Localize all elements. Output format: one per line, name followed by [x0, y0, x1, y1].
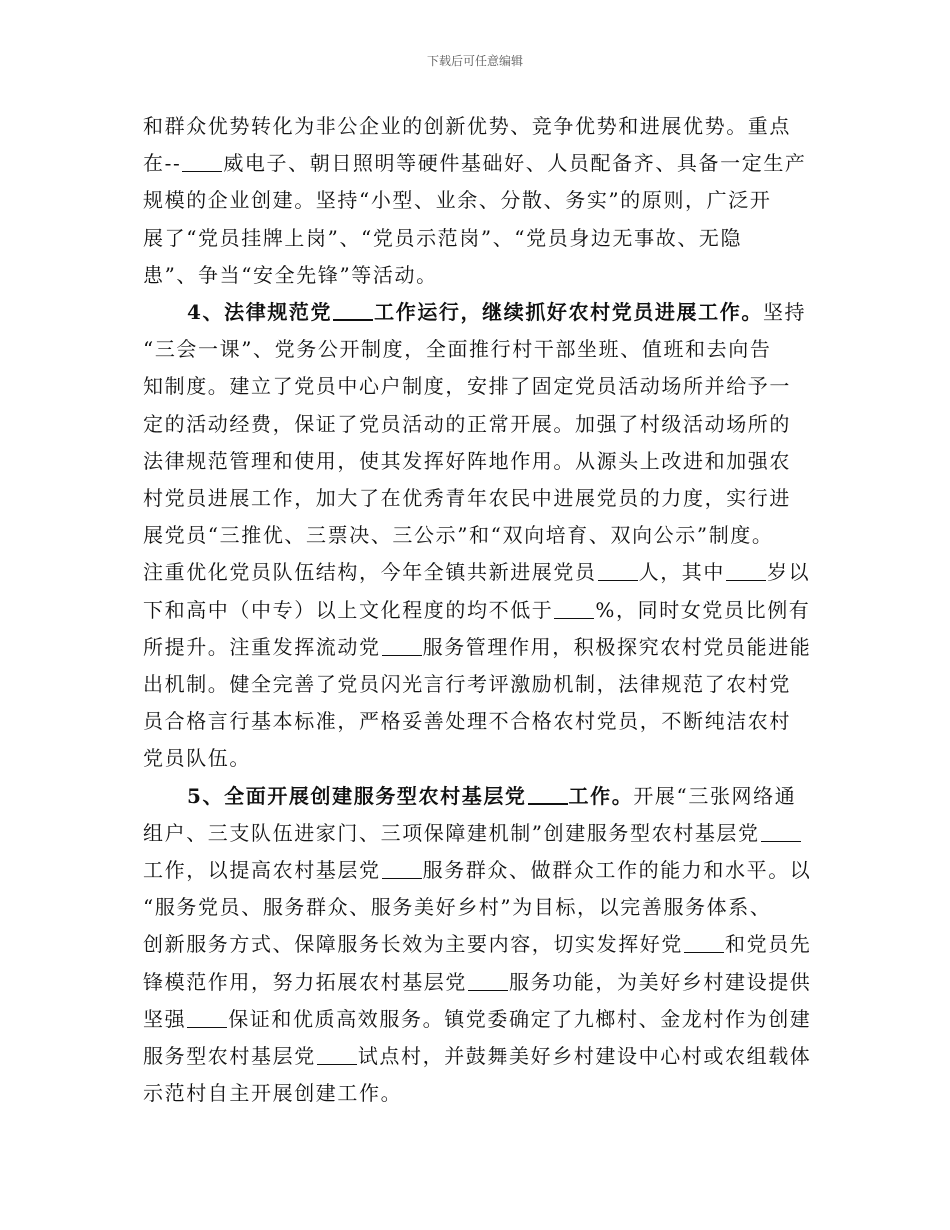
paragraph: [143, 108, 823, 294]
text-line: [143, 220, 823, 257]
paragraph-text: 服务型农村基层党: [143, 1044, 316, 1069]
text-line: [143, 778, 823, 815]
paragraph-text: 知制度。建立了党员中心户制度，安排了固定党员活动场所并给予一: [143, 374, 791, 399]
text-line: [143, 443, 823, 480]
paragraph-heading-text: 4、法律规范党: [187, 300, 333, 325]
paragraph-text: 示范村自主开展创建工作。: [143, 1081, 403, 1106]
text-line: [143, 257, 823, 294]
page-header: 下载后可任意编辑: [426, 54, 523, 68]
paragraph-text: 岁以: [767, 560, 811, 585]
text-line: [143, 406, 823, 443]
blank-underline: [761, 821, 801, 842]
text-line: [143, 145, 823, 182]
blank-underline: [468, 970, 508, 991]
paragraph-text: 在--: [143, 151, 182, 176]
text-line: [143, 294, 823, 331]
blank-underline: [382, 858, 422, 879]
paragraph-text: 服务功能，为美好乡村建设提供: [509, 969, 812, 994]
blank-underline: [187, 1007, 227, 1028]
text-line: [143, 1001, 823, 1038]
text-line: [143, 108, 823, 145]
blank-underline: [554, 598, 594, 619]
paragraph-heading-text: 工作运行，继续抓好农村党员进展工作。: [374, 300, 763, 325]
blank-underline: [726, 560, 766, 581]
paragraph-text: 所提升。注重发挥流动党: [143, 634, 381, 659]
paragraph-text: 坚持: [762, 300, 807, 325]
paragraph-text: 威电子、朝日照明等硬件基础好、人员配备齐、具备一定生产: [223, 151, 807, 176]
paragraph-text: 下和高中（中专）以上文化程度的均不低于: [143, 597, 554, 622]
paragraph-text: 党员队伍。: [143, 746, 251, 771]
text-line: [143, 926, 823, 963]
text-line: [143, 815, 823, 852]
paragraph-text: 服务管理作用，积极探究农村党员能进能: [422, 634, 812, 659]
text-line: [143, 1038, 823, 1075]
paragraph-heading: [187, 300, 763, 324]
blank-underline: [182, 151, 222, 172]
paragraph-text: 村党员进展工作，加大了在优秀青年农民中进展党员的力度，实行进: [143, 486, 791, 511]
paragraph-text: 和党员先: [725, 932, 812, 957]
paragraph-text: “三会一课”、党务公开制度，全面推行村干部坐班、值班和去向告: [143, 337, 772, 362]
paragraph-text: 患”、争当“安全先锋”等活动。: [143, 262, 438, 287]
text-line: [143, 331, 823, 368]
text-line: [143, 517, 823, 554]
text-line: [143, 480, 823, 517]
blank-underline: [317, 1044, 357, 1065]
paragraph-text: 法律规范管理和使用，使其发挥好阵地作用。从源头上改进和加强农: [143, 448, 791, 473]
text-line: [143, 554, 823, 591]
paragraph: [143, 778, 823, 1113]
paragraph-text: 和群众优势转化为非公企业的创新优势、竞争优势和进展优势。重点: [143, 114, 791, 138]
text-line: [143, 740, 823, 777]
paragraph-heading: [187, 784, 633, 808]
blank-underline: [684, 932, 724, 953]
text-line: [143, 889, 823, 926]
paragraph-heading-text: 工作。: [568, 783, 634, 808]
paragraph-text: 服务群众、做群众工作的能力和水平。以: [422, 858, 812, 883]
paragraph-text: %，同时女党员比例有: [595, 597, 811, 622]
paragraph-text: “服务党员、服务群众、服务美好乡村”为目标，以完善服务体系、: [143, 895, 772, 920]
paragraph-text: 坚强: [143, 1006, 187, 1031]
text-line: [143, 666, 823, 703]
paragraph-text: 展党员“三推优、三票决、三公示”和“双向培育、双向公示”制度。: [143, 523, 774, 548]
paragraph-text: 保证和优质高效服务。镇党委确定了九榔村、金龙村作为创建: [228, 1006, 812, 1031]
text-line: [143, 592, 823, 629]
paragraph-text: 规模的企业创建。坚持“小型、业余、分散、务实”的原则，广泛开: [143, 188, 772, 213]
blank-underline: [528, 783, 568, 805]
paragraph-heading-text: 5、全面开展创建服务型农村基层党: [187, 783, 527, 808]
paragraph-text: 创新服务方式、保障服务长效为主要内容，切实发挥好党: [143, 932, 683, 957]
document-body: [143, 108, 823, 1112]
blank-underline: [333, 299, 373, 321]
paragraph: [143, 294, 823, 778]
text-line: [143, 368, 823, 405]
text-line: [143, 964, 823, 1001]
text-line: [143, 182, 823, 219]
paragraph-text: 出机制。健全完善了党员闪光言行考评激励机制，法律规范了农村党: [143, 672, 791, 697]
paragraph-text: 展了“党员挂牌上岗”、“党员示范岗”、“党员身边无事故、无隐: [143, 225, 743, 250]
paragraph-text: 注重优化党员队伍结构，今年全镇共新进展党员: [143, 560, 597, 585]
paragraph-text: 员合格言行基本标准，严格妥善处理不合格农村党员，不断纯洁农村: [143, 709, 791, 734]
paragraph-text: 开展“三张网络通: [633, 783, 797, 808]
text-line: [143, 629, 823, 666]
blank-underline: [598, 560, 638, 581]
paragraph-text: 组户、三支队伍进家门、三项保障建机制”创建服务型农村基层党: [143, 820, 760, 845]
paragraph-text: 工作，以提高农村基层党: [143, 858, 381, 883]
text-line: [143, 1075, 823, 1112]
paragraph-text: 试点村，并鼓舞美好乡村建设中心村或农组载体: [357, 1044, 812, 1069]
paragraph-text: 定的活动经费，保证了党员活动的正常开展。加强了村级活动场所的: [143, 411, 791, 436]
paragraph-text: 锋模范作用，努力拓展农村基层党: [143, 969, 467, 994]
paragraph-text: 人，其中: [638, 560, 726, 585]
text-line: [143, 852, 823, 889]
blank-underline: [382, 635, 422, 656]
text-line: [143, 703, 823, 740]
